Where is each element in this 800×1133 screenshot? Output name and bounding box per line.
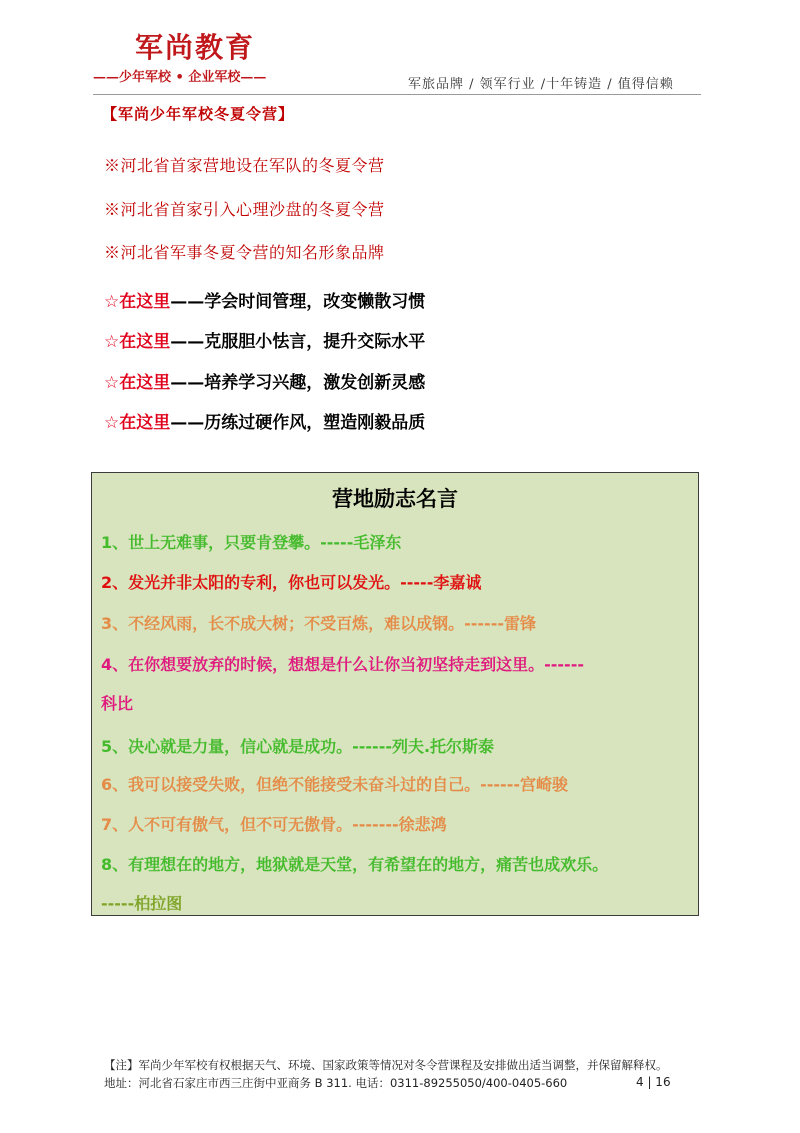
- highlight-text: ——学会时间管理，改变懒散习惯: [170, 292, 426, 312]
- feature-item: ※河北省首家营地设在军队的冬夏令营: [104, 156, 385, 175]
- page-number: 4 | 16: [636, 1075, 671, 1089]
- feature-item: ※河北省军事冬夏令营的知名形象品牌: [104, 243, 385, 262]
- highlight-item: [104, 287, 425, 312]
- quote-line: 科比: [101, 694, 134, 713]
- highlight-text: ——培养学习兴趣，激发创新灵感: [170, 373, 426, 393]
- quote-line: 7、人不可有傲气，但不可无傲骨。-------徐悲鸿: [101, 815, 447, 834]
- quotes-box-title: 营地励志名言: [332, 487, 458, 511]
- highlight-prefix: ☆在这里: [104, 292, 171, 312]
- highlight-text: ——克服胆小怯言，提升交际水平: [170, 332, 426, 352]
- logo-subtitle: ——少年军校 • 企业军校——: [93, 70, 267, 85]
- quote-line: 6、我可以接受失败，但绝不能接受未奋斗过的自己。------宫崎骏: [101, 775, 568, 794]
- header-tagline: 军旅品牌 / 领军行业 /十年铸造 / 值得信赖: [408, 77, 674, 92]
- section-title: 【军尚少年军校冬夏令营】: [102, 105, 295, 123]
- feature-item: ※河北省首家引入心理沙盘的冬夏令营: [104, 200, 385, 219]
- quote-line: 2、发光并非太阳的专利，你也可以发光。-----李嘉诚: [101, 573, 482, 592]
- highlight-item: [104, 368, 425, 393]
- highlight-prefix: ☆在这里: [104, 413, 171, 433]
- quote-line: 4、在你想要放弃的时候，想想是什么让你当初坚持走到这里。------: [101, 655, 584, 674]
- quote-line: 1、世上无难事，只要肯登攀。-----毛泽东: [101, 533, 402, 552]
- header-divider: [93, 94, 701, 95]
- highlight-item: [104, 408, 425, 433]
- highlight-prefix: ☆在这里: [104, 332, 171, 352]
- footer-note: 【注】军尚少年军校有权根据天气、环境、国家政策等情况对冬令营课程及安排做出适当调整，并保留解释权。: [104, 1058, 668, 1072]
- highlight-prefix: ☆在这里: [104, 373, 171, 393]
- quote-line: -----柏拉图: [101, 894, 183, 913]
- quote-line: 3、不经风雨，长不成大树；不受百炼，难以成钢。------雷锋: [101, 614, 536, 633]
- highlight-item: [104, 327, 425, 352]
- logo-title: 军尚教育: [135, 31, 256, 64]
- quote-line: 8、有理想在的地方，地狱就是天堂，有希望在的地方，痛苦也成欢乐。: [101, 855, 609, 874]
- quote-line: 5、决心就是力量，信心就是成功。------列夫.托尔斯泰: [101, 737, 495, 756]
- highlight-text: ——历练过硬作风，塑造刚毅品质: [170, 413, 426, 433]
- footer-address: 地址：河北省石家庄市西三庄街中亚商务 B 311. 电话：0311-89255050/400-0405-660: [104, 1076, 568, 1090]
